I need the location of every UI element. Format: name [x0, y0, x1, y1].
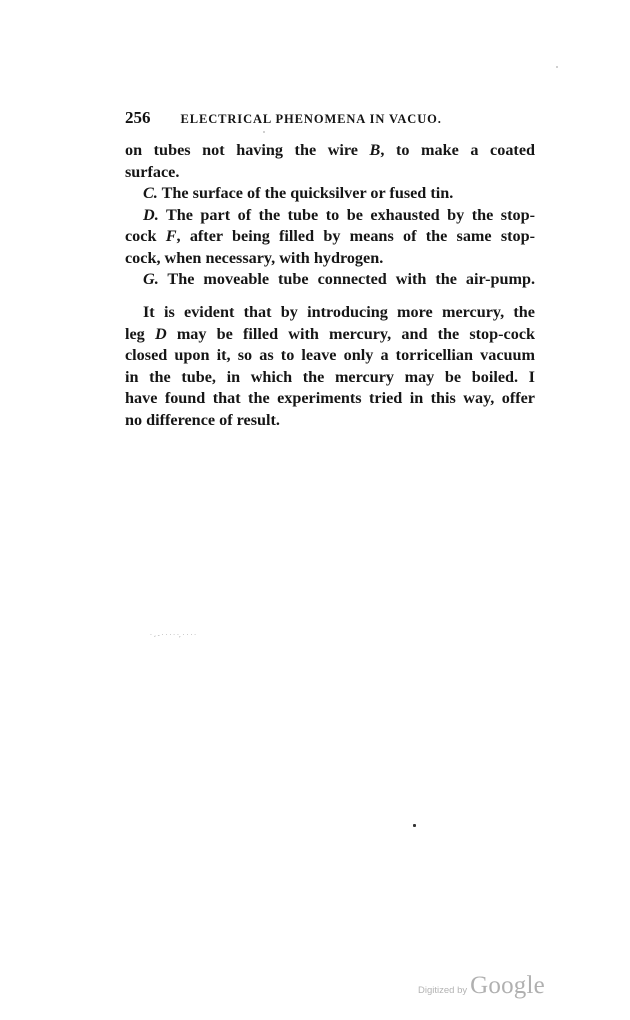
text-line: leg D may be filled with mercury, and the stop-cock: [125, 324, 536, 343]
text-line: on tubes not having the wire B, to make a coated: [125, 141, 536, 159]
legend-item-c: C. The surface of the quicksilver or fused tin.: [143, 184, 454, 202]
text-line: surface.: [125, 162, 180, 181]
body-paragraph: [125, 302, 535, 431]
running-title: ELECTRICAL PHENOMENA IN VACUO.: [180, 112, 442, 126]
page-number: 256: [125, 108, 151, 127]
digitized-watermark: [418, 972, 545, 1000]
scan-speck: [263, 131, 265, 133]
text-line: have found that the experiments tried in this way, offer: [125, 389, 535, 407]
text-line: in the tube, in which the mercury may be boiled. I: [125, 367, 535, 386]
legend-item-d: D. The part of the tube to be exhausted by the stop-: [143, 205, 535, 224]
running-head: [125, 108, 535, 128]
legend-item-g: G. The moveable tube connected with the air-pump.: [143, 270, 535, 288]
text-line: cock F, after being filled by means of the same stop-: [125, 227, 535, 245]
text-line: It is evident that by introducing more mercury, the: [143, 303, 535, 321]
scan-specks: · ، ‑ · · · · ·‚ · · · ·: [150, 632, 197, 639]
google-logo: Google: [470, 972, 545, 999]
legend-paragraph: [125, 140, 535, 291]
text-line: closed upon it, so as to leave only a torricellian vacuum: [125, 346, 535, 364]
text-line: cock, when necessary, with hydrogen.: [125, 248, 384, 267]
watermark-prefix: Digitized by: [418, 985, 468, 996]
text-line: no difference of result.: [125, 410, 280, 429]
scan-dot: [413, 824, 416, 827]
scan-speck: [556, 66, 558, 68]
